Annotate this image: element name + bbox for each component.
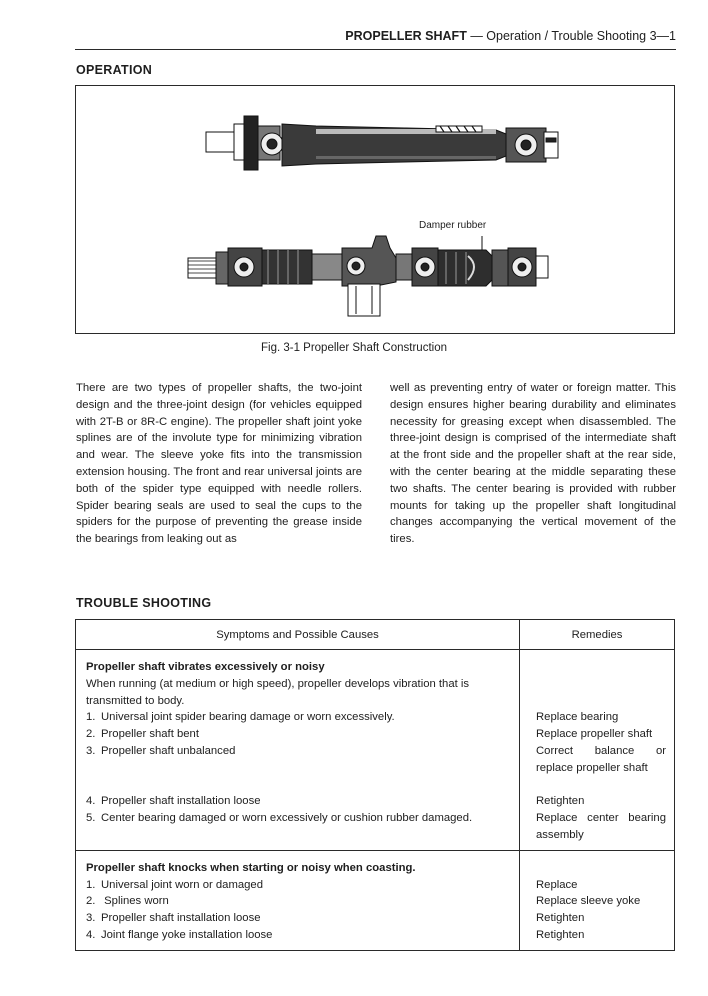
remedy-text: Retighten — [536, 928, 585, 941]
symptoms-cell-2 — [76, 850, 520, 950]
list-item — [86, 726, 509, 743]
list-item — [86, 877, 509, 894]
item-number: 1. — [86, 711, 96, 724]
item-text: Center bearing damaged or worn excessively or cushion rubber damaged. — [101, 812, 473, 825]
remedy-text: Retighten — [536, 795, 585, 808]
item-number: 3. — [86, 912, 96, 925]
remedies-cell-2 — [520, 850, 675, 950]
remedies-cell-1 — [520, 650, 675, 851]
item-number: 5. — [86, 812, 96, 825]
header-title-rest: — Operation / Trouble Shooting 3—1 — [466, 29, 676, 43]
symptoms-cell-1 — [76, 650, 520, 851]
figure-caption: Fig. 3-1 Propeller Shaft Construction — [260, 342, 447, 354]
item-number: 3. — [86, 744, 96, 757]
table-header-row — [76, 620, 675, 650]
list-item — [86, 910, 509, 927]
remedy-text: Correct balance or replace propeller shaft — [536, 744, 666, 774]
propeller-shaft-illustration — [76, 86, 674, 333]
remedy-text: Retighten — [536, 912, 585, 925]
item-number: 2. — [86, 895, 96, 908]
item-number: 4. — [86, 928, 96, 941]
list-item — [86, 893, 509, 910]
symptom-intro: When running (at medium or high speed), propeller develops vibration that is transmitted to body. — [86, 677, 470, 707]
symptom-heading: Propeller shaft vibrates excessively or noisy — [86, 661, 325, 673]
trouble-shooting-heading: TROUBLE SHOOTING — [76, 596, 212, 610]
item-text: Propeller shaft unbalanced — [101, 744, 236, 757]
spacer — [86, 777, 509, 794]
table-row — [76, 850, 675, 950]
spacer — [536, 676, 666, 693]
item-text: Joint flange yoke installation loose — [101, 928, 273, 941]
remedy-text: Replace — [536, 878, 578, 891]
symptoms-column-header: Symptoms and Possible Causes — [76, 620, 520, 650]
table-row — [76, 650, 675, 851]
remedy-text: Replace bearing — [536, 711, 619, 724]
item-text: Propeller shaft bent — [101, 728, 199, 741]
spacer — [536, 860, 666, 877]
three-joint-shaft-drawing — [188, 236, 548, 316]
header-title — [345, 29, 676, 43]
operation-heading: OPERATION — [76, 63, 153, 77]
list-item — [86, 927, 509, 944]
header-title-bold: PROPELLER SHAFT — [345, 29, 467, 43]
figure-propeller-shaft — [75, 85, 675, 334]
list-item — [86, 743, 509, 760]
item-number: 4. — [86, 795, 96, 808]
item-text: Universal joint spider bearing damage or worn excessively. — [101, 711, 395, 724]
item-text: Universal joint worn or damaged — [101, 878, 264, 891]
item-text: Propeller shaft installation loose — [101, 795, 261, 808]
operation-text-right: well as preventing entry of water or foreign matter. This design ensures higher bearing durability and eliminates necessity for greasing except when disassembled. The three-joint design is comprised of the intermediate shaft at the front side and the propeller shaft at the rear side, with the center bearing at the middle separating these two shafts. The center bearing is provided with rubber mounts for taking up the propeller shaft longitudinal changes accompanying the vertical movement of the tires. — [390, 382, 676, 546]
list-item — [86, 793, 509, 810]
symptom-heading: Propeller shaft knocks when starting or noisy when coasting. — [86, 861, 416, 874]
damper-rubber-label: Damper rubber — [419, 220, 487, 231]
two-joint-shaft-drawing — [206, 116, 558, 170]
list-item — [86, 810, 509, 827]
remedy-text: Replace propeller shaft — [536, 728, 653, 741]
spacer — [86, 760, 509, 777]
item-text: Propeller shaft installation loose — [101, 912, 261, 925]
item-text: Splines worn — [101, 895, 169, 908]
operation-text-left: There are two types of propeller shafts, the two-joint design and the three-joint design (for vehicles equipped with 2T-B or 8R-C engine). The propeller shaft joint yoke splines are of the involute type for minimizing vibration and wear. The sleeve yoke fits into the transmission extension housing. The front and rear universal joints are both of the spider type equipped with needle rollers. Spider bearing seals are used to seal the cups to the spiders for the purpose of preventing the grease inside the bearings from leaking out as — [76, 382, 362, 546]
item-number: 2. — [86, 728, 96, 741]
item-number: 1. — [86, 878, 96, 891]
spacer — [536, 693, 666, 710]
list-item — [86, 709, 509, 726]
trouble-shooting-table — [75, 619, 675, 951]
remedy-text: Replace center bearing assembly — [536, 812, 666, 841]
remedy-text: Replace sleeve yoke — [536, 895, 641, 908]
remedies-column-header: Remedies — [520, 620, 675, 650]
spacer — [536, 659, 666, 676]
page-header — [75, 28, 676, 50]
